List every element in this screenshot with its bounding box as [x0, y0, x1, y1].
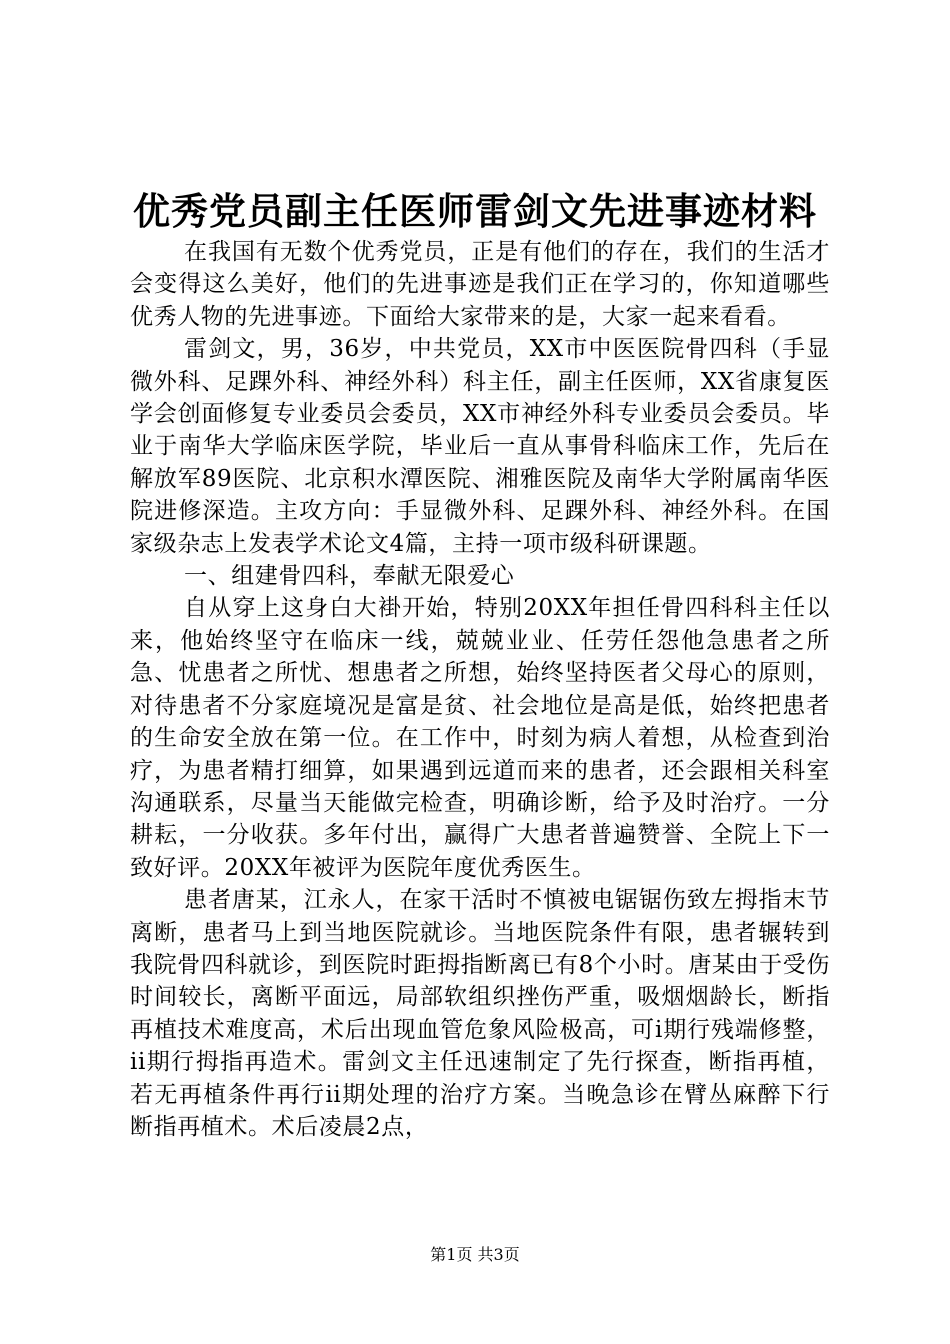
page-footer: 第1页 共3页 — [430, 1245, 520, 1264]
document-body — [130, 236, 830, 1143]
paragraph-case: 患者唐某，江永人，在家干活时不慎被电锯锯伤致左拇指末节离断，患者马上到当地医院就诊。当地医院条件有限，患者辗转到我院骨四科就诊，到医院时距拇指断离已有8个小时。唐某由于受伤时间较长，离断平面远，局部软组织挫伤严重，吸烟烟龄长，断指再植技术难度高，术后出现血管危象风险极高，可i期行残端修整，ii期行拇指再造术。雷剑文主任迅速制定了先行探查，断指再植，若无再植条件再行ii期处理的治疗方案。当晚急诊在臂丛麻醉下行断指再植术。术后凌晨2点， — [130, 887, 830, 1140]
paragraph-profile: 雷剑文，男，36岁，中共党员，XX市中医医院骨四科（手显微外科、足踝外科、神经外科）科主任，副主任医师，XX省康复医学会创面修复专业委员会委员，XX市神经外科专业委员会委员。毕业于南华大学临床医学院，毕业后一直从事骨科临床工作，先后在解放军89医院、北京积水潭医院、湘雅医院及南华大学附属南华医院进修深造。主攻方向：手显微外科、足踝外科、神经外科。在国家级杂志上发表学术论文4篇，主持一项市级科研课题。 — [130, 336, 830, 557]
paragraph-career: 自从穿上这身白大褂开始，特别20XX年担任骨四科科主任以来，他始终坚守在临床一线，兢兢业业、任劳任怨他急患者之所急、忧患者之所忧、想患者之所想，始终坚持医者父母心的原则，对待患者不分家庭境况是富是贫、社会地位是高是低，始终把患者的生命安全放在第一位。在工作中，时刻为病人着想，从检查到治疗，为患者精打细算，如果遇到远道而来的患者，还会跟相关科室沟通联系，尽量当天能做完检查，明确诊断，给予及时治疗。一分耕耘，一分收获。多年付出，赢得广大患者普遍赞誉、全院上下一致好评。20XX年被评为医院年度优秀医生。 — [130, 595, 830, 881]
document-title: 优秀党员副主任医师雷剑文先进事迹材料 — [133, 189, 817, 233]
section-heading: 一、组建骨四科，奉献无限爱心 — [184, 563, 515, 590]
paragraph-intro: 在我国有无数个优秀党员，正是有他们的存在，我们的生活才会变得这么美好，他们的先进事迹是我们正在学习的，你知道哪些优秀人物的先进事迹。下面给大家带来的是，大家一起来看看。 — [130, 239, 830, 330]
